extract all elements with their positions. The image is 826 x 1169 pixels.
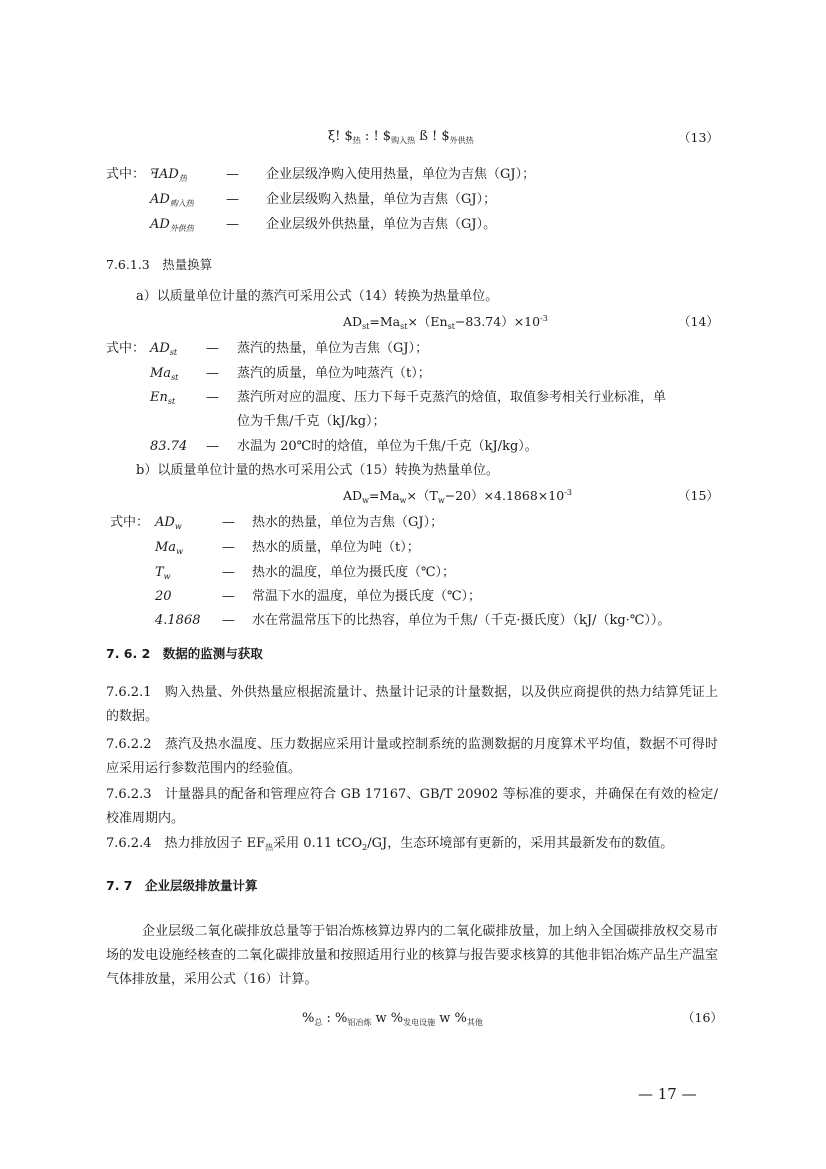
- def15-symbol: $AD_w$: [155, 515, 182, 531]
- def14-symbol: $AD_{st}$: [150, 341, 178, 357]
- def13-dash: —: [226, 167, 239, 182]
- def13-dash: —: [226, 192, 239, 207]
- section-7-6-1-3: 7.6.1.3 热量换算: [106, 257, 213, 272]
- def15-dash: —: [222, 540, 235, 555]
- def14-desc-cont: 位为千焦/千克（kJ/kg）；: [237, 414, 386, 429]
- def14-prefix: 式中：: [106, 341, 146, 356]
- para-7-6-2-4: 7.6.2.4 热力排放因子 $EF_热$采用 0.11 tCO$_2$/GJ，生态环境部有更新的，采用其最新发布的数值。: [106, 836, 674, 852]
- section-7-6-2: 7. 6. 2 数据的监测与获取: [106, 646, 263, 661]
- section-7-7: 7. 7 企业层级排放量计算: [106, 878, 258, 893]
- def15-dash: —: [222, 613, 235, 628]
- def15-prefix: 式中：: [110, 515, 150, 530]
- def14-desc: 蒸汽所对应的温度、压力下每千克蒸汽的焓值，取值参考相关行业标准，单: [237, 390, 667, 405]
- def13-symbol: ꟻAD$_热$: [150, 167, 187, 183]
- def13-symbol: $AD_{购入热}$: [150, 192, 194, 208]
- def15-dash: —: [222, 589, 235, 604]
- def15-dash: —: [222, 565, 235, 580]
- formula-15: $AD_w=Ma_w\times(T_w-20)\times 4.1868\times 10^{-3}$: [343, 488, 572, 505]
- def15-symbol: 20: [155, 589, 172, 604]
- def14-symbol: $En_{st}$: [150, 390, 176, 406]
- para-7-6-2-1: 7.6.2.1 购入热量、外供热量应根据流量计、热量计记录的计量数据，以及供应商提供的热力结算凭证上的数据。: [106, 685, 718, 724]
- def14-symbol: 83.74: [150, 439, 188, 454]
- para-7-6-2-3: 7.6.2.3 计量器具的配备和管理应符合 GB 17167、GB/T 20902 等标准的要求，并确保在有效的检定/校准周期内。: [106, 787, 718, 826]
- def14-dash: —: [206, 390, 219, 405]
- para-7-7: 企业层级二氧化碳排放总量等于铝冶炼核算边界内的二氧化碳排放量，加上纳入全国碳排放权交易市场的发电设施经核查的二氧化碳排放量和按照适用行业的核算与报告要求核算的其他非铝冶炼产品生产温室气体排放量，采用公式（16）计算。: [106, 924, 718, 987]
- def13-prefix: 式中：: [106, 167, 146, 182]
- def15-symbol: 4.1868: [155, 613, 201, 628]
- formula-14: $AD_{st}=Ma_{st}\times(En_{st}-83.74)\times 10^{-3}$: [343, 314, 548, 331]
- formula-13-number: （13）: [678, 130, 719, 145]
- def14-symbol: $Ma_{st}$: [150, 366, 179, 382]
- def14-desc: 水温为 20℃时的焓值，单位为千焦/千克（kJ/kg）。: [237, 439, 538, 454]
- formula-14-number: （14）: [678, 314, 719, 329]
- def13-desc: 企业层级购入热量，单位为吉焦（GJ）；: [266, 192, 497, 207]
- item-a: a）以质量单位计量的蒸汽可采用公式（14）转换为热量单位。: [136, 289, 499, 304]
- def13-desc: 企业层级净购入使用热量，单位为吉焦（GJ）；: [266, 167, 536, 182]
- def13-desc: 企业层级外供热量，单位为吉焦（GJ）。: [266, 217, 497, 232]
- formula-16: $\%_总$ : $\%_{铝冶炼}$ w $\%_{发电设施}$ w $\%_{其他}$: [302, 1011, 483, 1027]
- item-b: b）以质量单位计量的热水可采用公式（15）转换为热量单位。: [136, 463, 499, 478]
- def13-dash: —: [226, 217, 239, 232]
- formula-13: ξ! $\$_热$ : ! $\$_{购入热}$ ß ! $\$_{外供热}$: [328, 129, 474, 145]
- def13-symbol: $AD_{外供热}$: [150, 217, 194, 233]
- formula-15-number: （15）: [678, 488, 719, 503]
- def15-dash: —: [222, 515, 235, 530]
- def14-dash: —: [206, 341, 219, 356]
- def14-desc: 蒸汽的质量，单位为吨蒸汽（t）；: [237, 366, 431, 381]
- def14-desc: 蒸汽的热量，单位为吉焦（GJ）；: [237, 341, 429, 356]
- para-7-6-2-2: 7.6.2.2 蒸汽及热水温度、压力数据应采用计量或控制系统的监测数据的月度算术平均值，数据不可得时应采用运行参数范围内的经验值。: [106, 737, 718, 776]
- def15-desc: 热水的热量，单位为吉焦（GJ）；: [252, 515, 444, 530]
- def15-desc: 热水的质量，单位为吨（t）；: [252, 540, 420, 555]
- page-number: — 17 —: [638, 1085, 697, 1103]
- def15-desc: 热水的温度，单位为摄氏度（℃）；: [252, 565, 456, 580]
- def15-desc: 常温下水的温度，单位为摄氏度（℃）；: [252, 589, 482, 604]
- def15-desc: 水在常温常压下的比热容，单位为千焦/（千克·摄氏度）（kJ/（kg·℃））。: [252, 613, 671, 628]
- def14-dash: —: [206, 439, 219, 454]
- def15-symbol: $Ma_w$: [155, 540, 183, 556]
- def14-dash: —: [206, 366, 219, 381]
- formula-16-number: （16）: [682, 1010, 723, 1025]
- def15-symbol: $T_w$: [155, 565, 171, 581]
